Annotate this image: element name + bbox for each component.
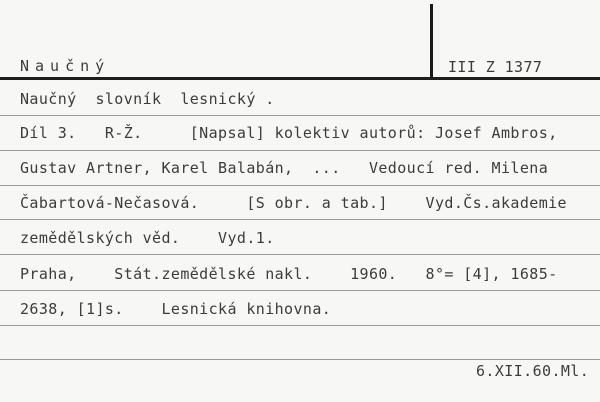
rule-4 (0, 219, 600, 220)
entry-line-3: Gustav Artner, Karel Balabán, ... Vedoucí red. Milena (20, 159, 549, 177)
rule-7 (0, 325, 600, 326)
entry-line-5: zemědělských věd. Vyd.1. (20, 229, 275, 247)
footer-note: 6.XII.60.Ml. (476, 362, 590, 380)
rule-1 (0, 115, 600, 116)
rule-6 (0, 290, 600, 291)
entry-line-4: Čabartová-Nečasová. [S obr. a tab.] Vyd.Čs.akademie (20, 194, 567, 212)
title-line: Naučný slovník lesnický . (20, 90, 275, 108)
rule-5 (0, 254, 600, 255)
header-rule (0, 77, 600, 80)
card-heading: Naučný (20, 57, 111, 75)
rule-8 (0, 359, 600, 360)
rule-2 (0, 150, 600, 151)
entry-line-7: 2638, [1]s. Lesnická knihovna. (20, 300, 332, 318)
entry-line-2: Díl 3. R-Ž. [Napsal] kolektiv autorů: Josef Ambros, (20, 124, 558, 142)
entry-line-6: Praha, Stát.zemědělské nakl. 1960. 8°= [4], 1685- (20, 265, 558, 283)
call-number: III Z 1377 (448, 58, 543, 76)
rule-3 (0, 185, 600, 186)
header-vertical-divider (430, 4, 433, 80)
